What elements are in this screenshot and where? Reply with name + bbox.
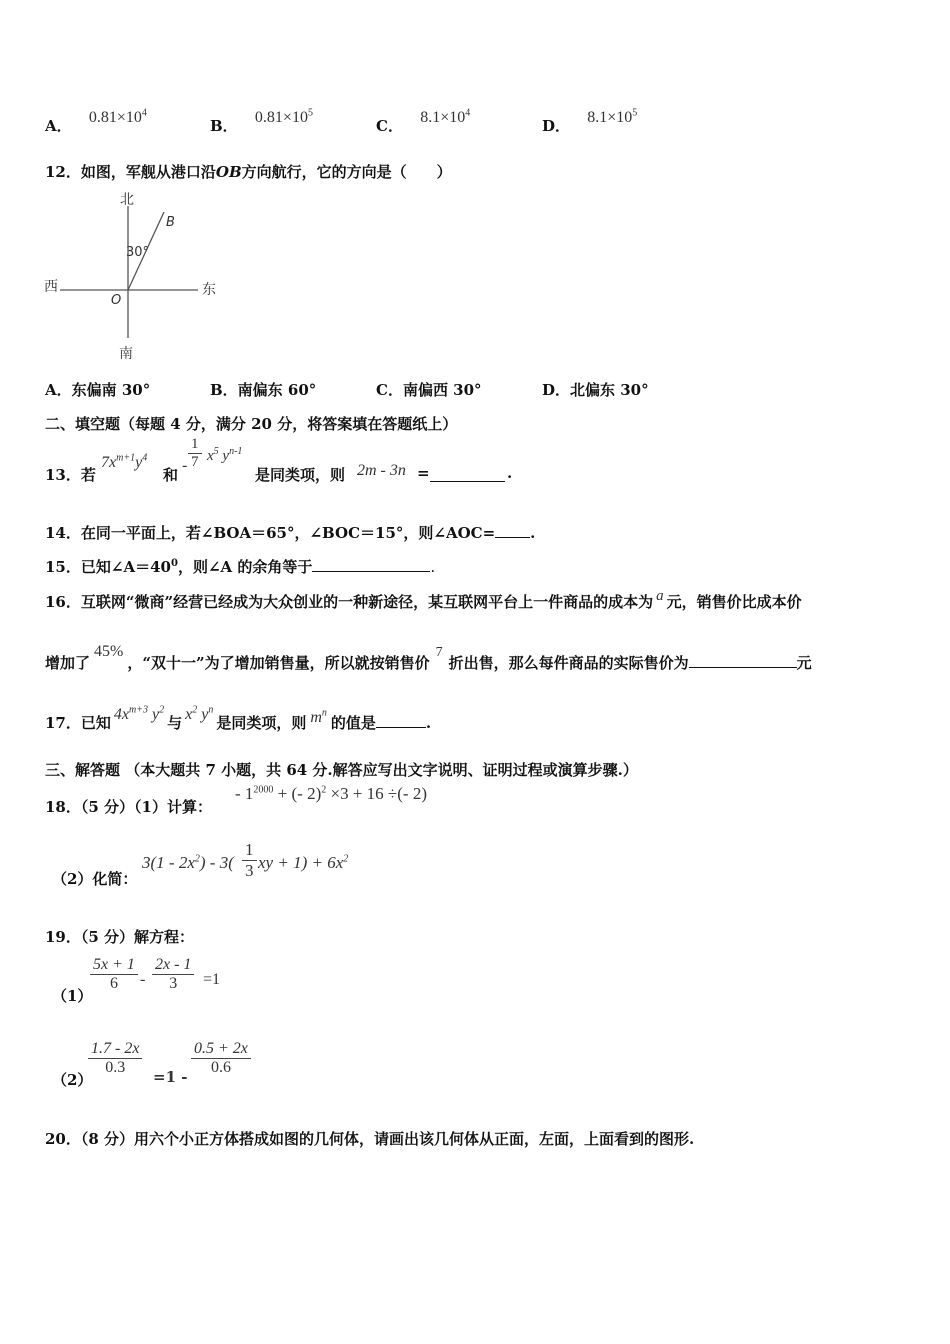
north-label: 北 (120, 192, 134, 208)
q14: 14．在同一平面上，若∠BOA＝65°，∠BOC＝15°，则∠AOC= . (45, 524, 536, 542)
q18-part2-label: （2）化简： (52, 870, 138, 888)
point-b-label: B (166, 215, 175, 230)
q18-part1-expression: - $1^{2000}$ + (- 2)$^2$ ×3 + 16 ÷(- 2) (235, 784, 427, 803)
west-label: 西 (44, 279, 58, 295)
q19-label: 19．（5 分）解方程： (45, 928, 195, 946)
q12-option-a: A．东偏南 30° (45, 381, 151, 399)
q20: 20．（8 分）用六个小正方体搭成如图的几何体，请画出该几何体从正面，左面，上面看到的图形. (45, 1130, 695, 1148)
q16-line2: 增加了45%，“双十一”为了增加销售量，所以就按销售价7折出售，那么每件商品的实际售价为 元 (45, 643, 812, 672)
section-solve-title: 三、解答题 （本大题共 7 小题，共 64 分.解答应写出文字说明、证明过程或演算步骤.） (45, 761, 638, 779)
q18-part1-label: 18．（5 分）（1）计算： (45, 798, 212, 816)
section-fill-in-title: 二、填空题（每题 4 分，满分 20 分，将答案填在答题纸上） (45, 415, 458, 433)
angle-label: 30° (126, 245, 150, 260)
q19-part2-label: （2） (52, 1071, 93, 1089)
q12-option-d: D．北偏东 30° (542, 381, 649, 399)
origin-label: O (111, 293, 122, 308)
q11-option-b: B． $0.81\times 10^5$ (210, 107, 313, 135)
q17: 17．已知 $4x^{m+3}$ $y^2$与 $x^2$ $y^n$是同类项，则 $m^n$的值是 . (45, 704, 432, 732)
q16-line1: 16．互联网“微商”经营已经成为大众创业的一种新途径，某互联网平台上一件商品的成本为 a 元，销售价比成本价 (45, 588, 802, 611)
q11-option-d: D． $8.1\times 10^5$ (542, 107, 638, 135)
q19-part1-label: （1） (52, 987, 93, 1005)
east-label: 东 (202, 282, 216, 298)
q11-option-c: C． $8.1\times 10^4$ (376, 107, 471, 135)
q12-stem: 12．如图，军舰从港口沿OB方向航行，它的方向是（ ） (45, 163, 452, 181)
q12-option-c: C．南偏西 30° (376, 381, 482, 399)
q15: 15．已知$\angle A=40^0$，则∠A 的余角等于 . (45, 558, 436, 576)
compass-figure (40, 188, 240, 363)
q11-option-a: A． $0.81\times 10^4$ (45, 107, 147, 135)
q12-option-b: B．南偏东 60° (210, 381, 317, 399)
south-label: 南 (119, 346, 133, 362)
